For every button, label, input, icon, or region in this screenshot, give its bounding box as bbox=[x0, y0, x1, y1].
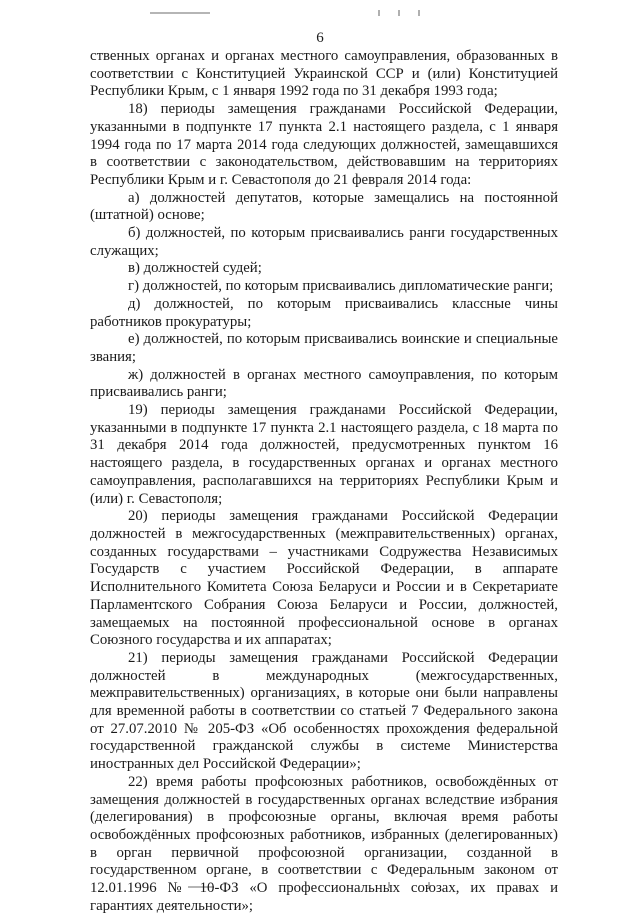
paragraph-item-18: 18) периоды замещения гражданами Российской Федерации, указанными в подпункте 17 пункта 2.1 настоящего раздела, с 1 января 1994 года по 17 марта 2014 года следующих должностей, замещавшихся в соответствии с законодательством, действовавшим на территориях Республики Крым и г. Севастополя до 21 февраля 2014 года: bbox=[90, 101, 558, 188]
scan-artifact-top-left bbox=[150, 12, 210, 14]
scan-artifact-top-right-2 bbox=[398, 10, 400, 16]
paragraph-subitem-e: е) должностей, по которым присваивались воинские и специальные звания; bbox=[90, 331, 558, 365]
paragraph-item-20: 20) периоды замещения гражданами Российской Федерации должностей в межгосударственных (межправительственных) органах, созданных государствами – участниками Содружества Независимых Государств с участием Российской Федерации, в аппарате Исполнительного Комитета Союза Беларуси и России и в Секретариате Парламентского Собрания Союза Беларуси и России, должностей, замещаемых на постоянной профессиональной основе в органах Союзного государства и их аппаратах; bbox=[90, 508, 558, 649]
paragraph-subitem-d: д) должностей, по которым присваивались классные чины работников прокуратуры; bbox=[90, 295, 558, 330]
paragraph-subitem-b: б) должностей, по которым присваивались ранги государственных служащих; bbox=[90, 225, 558, 259]
paragraph-item-21: 21) периоды замещения гражданами Российской Федерации должностей в международных (межгосударственных, межправительственных) организациях, в которые они были направлены для временной работы в соответствии со статьей 7 Федерального закона от 27.07.2010 № 205-ФЗ «Об особенностях прохождения федеральной государственной гражданской службы в системе Министерства иностранных дел Российской Федерации»; bbox=[90, 649, 558, 773]
paragraph-subitem-g: г) должностей, по которым присваивались дипломатические ранги; bbox=[128, 278, 554, 295]
paragraph-subitem-v: в) должностей судей; bbox=[128, 260, 262, 277]
scan-artifact-top-right-3 bbox=[418, 10, 420, 16]
page-number: 6 bbox=[316, 30, 324, 46]
paragraph-subitem-a: а) должностей депутатов, которые замещались на постоянной (штатной) основе; bbox=[90, 189, 558, 224]
paragraph-subitem-zh: ж) должностей в органах местного самоуправления, по которым присваивались ранги; bbox=[90, 366, 558, 401]
paragraph-item-22: 22) время работы профсоюзных работников, освобождённых от замещения должностей в государственных органах вследствие избрания (делегирования) в профсоюзные органы, включая время работы освобождённых профсоюзных работников, избранных (делегированных) в орган первичной профсоюзной организации, созданной в государственном органе, в соответствии с Федеральным законом от 12.01.1996 № 10-ФЗ «О профессиональных союзах, их правах и гарантиях деятельности»; bbox=[90, 773, 558, 914]
paragraph-item-19: 19) периоды замещения гражданами Российской Федерации, указанными в подпункте 17 пункта 2.1 настоящего раздела, с 18 марта по 31 декабря 2014 года должностей, предусмотренных пунктом 16 настоящего раздела, в государственных органах и органах местного самоуправления, располагавшихся на территориях Республики Крым и (или) г. Севастополя; bbox=[90, 402, 558, 507]
scan-artifact-top-right-1 bbox=[378, 10, 380, 16]
document-body bbox=[90, 48, 558, 915]
paragraph-continuation: ственных органах и органах местного самоуправления, образованных в соответствии с Конституцией Украинской ССР и (или) Конституцией Республики Крым, с 1 января 1992 года по 31 декабря 1993 года; bbox=[90, 48, 558, 100]
